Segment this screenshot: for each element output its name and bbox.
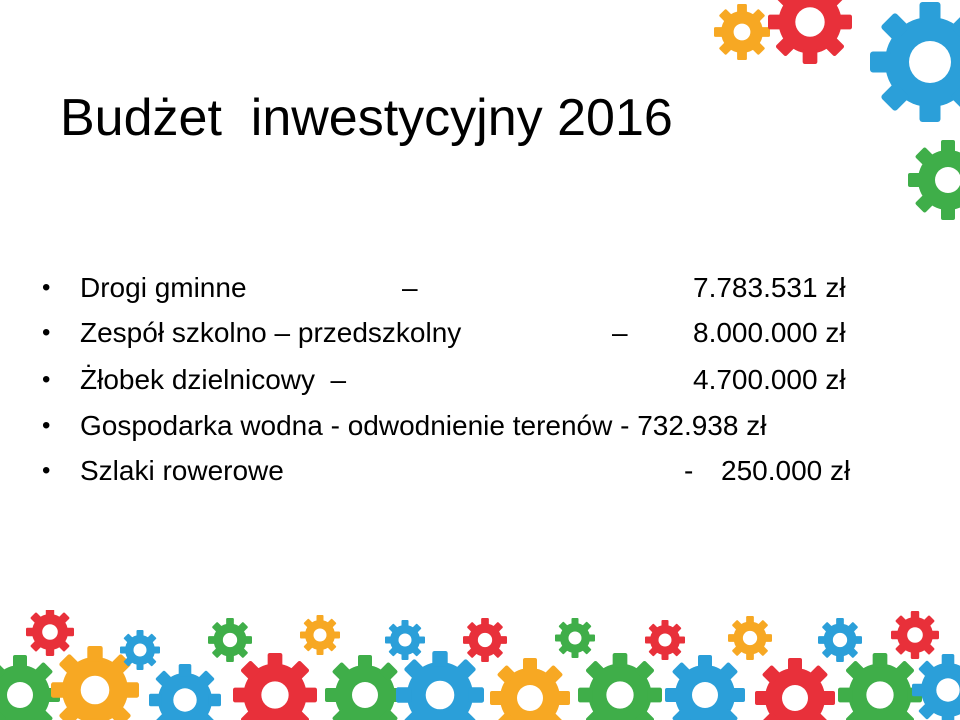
bullet-item	[0, 449, 960, 493]
bullet-amount: 4.700.000 zł	[693, 364, 846, 395]
bullet-amount: 8.000.000 zł	[693, 317, 846, 348]
bullet-label: Szlaki rowerowe	[80, 455, 284, 486]
gear-icon	[26, 610, 74, 656]
bullet-item	[0, 404, 960, 448]
gears-top-decoration	[680, 0, 960, 240]
bullet-dot-icon: •	[42, 412, 51, 439]
bullet-label: Żłobek dzielnicowy –	[80, 364, 347, 395]
bullet-dot-icon: •	[42, 274, 51, 301]
gear-icon	[396, 651, 484, 720]
gear-icon	[768, 0, 852, 64]
gear-icon	[208, 618, 252, 662]
gear-icon	[818, 618, 862, 662]
bullet-amount: 7.783.531 zł	[693, 272, 846, 303]
bullet-label: Gospodarka wodna - odwodnienie terenów - 732.938 zł	[80, 410, 767, 441]
bullet-dash: –	[612, 317, 628, 348]
bullet-label: Drogi gminne	[80, 272, 247, 303]
gear-icon	[838, 653, 922, 720]
gear-icon	[891, 611, 939, 659]
gear-icon	[463, 618, 507, 662]
gear-icon	[755, 658, 835, 720]
slide-title: Budżet inwestycyjny 2016	[60, 89, 673, 147]
gears-bottom-decoration	[0, 610, 960, 720]
bullet-amount: 250.000 zł	[721, 455, 851, 486]
gear-icon	[325, 655, 405, 720]
gear-icon	[908, 140, 960, 220]
bullet-dot-icon: •	[42, 457, 51, 484]
gear-icon	[578, 653, 662, 720]
gear-icon	[555, 618, 595, 658]
bullet-item	[0, 311, 960, 355]
gear-icon	[645, 620, 685, 660]
gear-icon	[490, 658, 570, 720]
bullet-dash: -	[684, 455, 694, 486]
bullet-item	[0, 266, 960, 310]
gear-icon	[120, 630, 160, 670]
gear-icon	[385, 620, 425, 660]
gear-icon	[51, 646, 139, 720]
bullet-dot-icon: •	[42, 319, 51, 346]
gear-icon	[728, 616, 772, 660]
gear-icon	[149, 664, 221, 720]
bullet-label: Zespół szkolno – przedszkolny	[80, 317, 462, 348]
gear-icon	[714, 4, 770, 60]
gear-icon	[233, 653, 317, 720]
bullet-dot-icon: •	[42, 366, 51, 393]
bullet-dash: –	[402, 272, 418, 303]
gear-icon	[665, 655, 745, 720]
gear-icon	[912, 654, 960, 720]
gear-icon	[300, 615, 340, 655]
bullet-item	[0, 358, 960, 402]
gear-icon	[870, 2, 960, 122]
